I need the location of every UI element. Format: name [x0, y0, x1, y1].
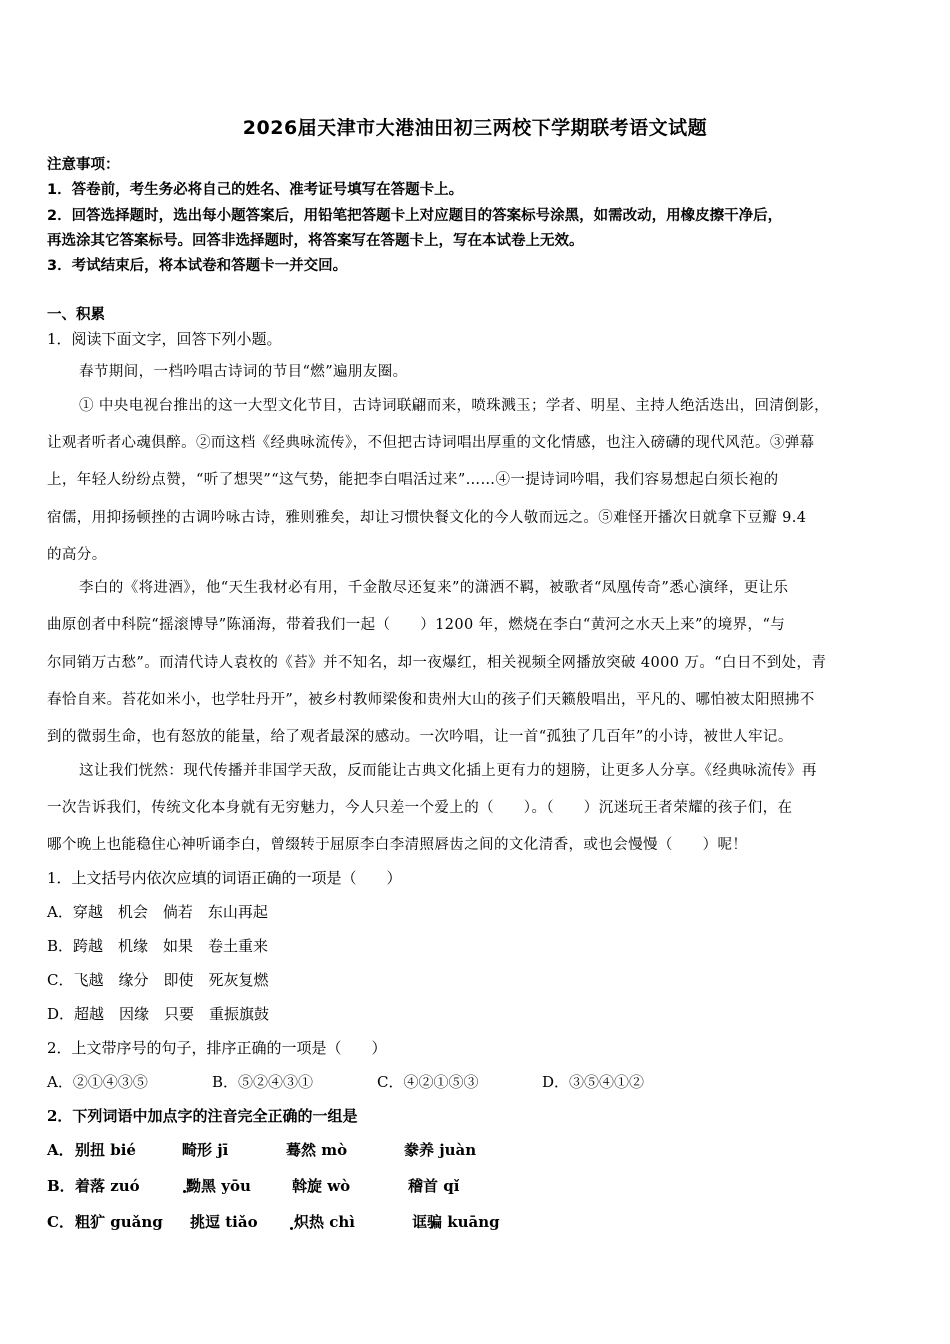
passage-line: 让观者听者心魂俱醉。②而这档《经典咏流传》，不但把古诗词唱出厚重的文化情感，也注入磅礴的现代风范。③弹幕 — [47, 435, 815, 451]
answer-option: D．超越 因缘 只要 重振旗鼓 — [47, 1005, 270, 1023]
passage-line: 这让我们恍然：现代传播并非国学天敌，反而能让古典文化插上更有力的翅膀，让更多人分享。《经典咏流传》再 — [79, 763, 817, 779]
passage-line: 哪个晚上也能稳住心神听诵李白，曾缀转于屈原李白李清照唇齿之间的文化清香，或也会慢慢（ ）呢！ — [47, 837, 748, 853]
pinyin-word: 蓦然 mò — [286, 1141, 348, 1159]
passage-line: 一次告诉我们，传统文化本身就有无穷魅力，今人只差一个爱上的（ ）。（ ）沉迷玩王者荣耀的孩子们，在 — [47, 800, 793, 816]
notice-item: 3．考试结束后，将本试卷和答题卡一并交回。 — [47, 258, 348, 274]
pinyin-word: 稽首 qǐ — [408, 1177, 460, 1195]
question-stem: 2．下列词语中加点字的注音完全正确的一组是 — [47, 1107, 358, 1125]
notice-heading: 注意事项： — [47, 157, 120, 173]
passage-line: 曲原创者中科院“摇滚博导”陈涌海，带着我们一起（ ）1200 年，燃烧在李白“黄河之水天上来”的境界，“与 — [47, 617, 786, 633]
passage-line: 尔同销万古愁”。而清代诗人袁枚的《苔》并不知名，却一夜爆红，相关视频全网播放突破 4000 万。“白日不到处，青 — [47, 655, 827, 671]
answer-option: B．跨越 机缘 如果 卷土重来 — [47, 937, 269, 955]
answer-option: C．④②①⑤③ — [377, 1073, 479, 1091]
pinyin-word: 豢养 juàn — [404, 1141, 477, 1159]
notice-item: 再选涂其它答案标号。回答非选择题时，将答案写在答题卡上，写在本试卷上无效。 — [47, 233, 584, 249]
notice-item: 1．答卷前，考生务必将自己的姓名、准考证号填写在答题卡上。 — [47, 182, 464, 198]
pinyin-word: 粗犷 guǎng — [75, 1213, 163, 1231]
passage-line: 春节期间，一档吟唱古诗词的节目“燃”遍朋友圈。 — [79, 364, 408, 380]
notice-item: 2．回答选择题时，选出每小题答案后，用铅笔把答题卡上对应题目的答案标号涂黑，如需改动，用橡皮擦干净后， — [47, 208, 783, 224]
section-heading: 一、积累 — [47, 307, 105, 323]
passage-line: 春恰自来。苔花如米小，也学牡丹开”，被乡村教师梁俊和贵州大山的孩子们天籁般唱出，平凡的、哪怕被太阳照拂不 — [47, 692, 815, 708]
passage-line: 的高分。 — [47, 547, 107, 563]
passage-line: 上，年轻人纷纷点赞，“听了想哭”“这气势，能把李白唱活过来”……④一提诗词吟唱，我们容易想起白须长袍的 — [47, 472, 779, 488]
page-title: 2026届天津市大港油田初三两校下学期联考语文试题 — [242, 117, 708, 139]
answer-option: A．穿越 机会 倘若 东山再起 — [47, 903, 268, 921]
option-label: C． — [47, 1213, 74, 1231]
option-label: A． — [47, 1141, 74, 1159]
pinyin-word: 斡旋 wò — [292, 1177, 351, 1195]
pinyin-word: 挑逗 tiǎo — [190, 1213, 258, 1231]
answer-option: D．③⑤④①② — [542, 1073, 645, 1091]
pinyin-word: 着落 zuó — [75, 1177, 140, 1195]
answer-option: A．②①④③⑤ — [47, 1073, 148, 1091]
passage-line: 到的微弱生命，也有怒放的能量，给了观者最深的感动。一次吟唱，让一首“孤独了几百年”的小诗，被世人牢记。 — [47, 729, 793, 745]
passage-line: ① 中央电视台推出的这一大型文化节目，古诗词联翩而来，喷珠溅玉；学者、明星、主持人绝活迭出，回清倒影， — [79, 398, 830, 414]
answer-option: B．⑤②④③① — [212, 1073, 314, 1091]
emphasis-dot — [290, 1227, 293, 1230]
pinyin-word: 黝黑 yōu — [186, 1177, 251, 1195]
emphasis-dot — [183, 1190, 186, 1193]
pinyin-word: 炽热 chì — [294, 1213, 355, 1231]
question-stem: 1．阅读下面文字，回答下列小题。 — [47, 330, 282, 348]
pinyin-word: 别扭 bié — [75, 1141, 136, 1159]
pinyin-word: 畸形 jī — [182, 1141, 229, 1159]
answer-option: C．飞越 缘分 即使 死灰复燃 — [47, 971, 269, 989]
pinyin-word: 诓骗 kuāng — [412, 1213, 500, 1231]
option-label: B． — [47, 1177, 75, 1195]
sub-question-stem: 1．上文括号内依次应填的词语正确的一项是（ ） — [47, 869, 402, 887]
sub-question-stem: 2．上文带序号的句子，排序正确的一项是（ ） — [47, 1039, 387, 1057]
passage-line: 宿儒，用抑扬顿挫的古调吟咏古诗，雅则雅矣，却让习惯快餐文化的今人敬而远之。⑤难怪开播次日就拿下豆瓣 9.4 — [47, 510, 807, 526]
passage-line: 李白的《将进酒》，他“天生我材必有用，千金散尽还复来”的潇洒不羁，被歌者“凤凰传奇”悉心演绎，更让乐 — [79, 580, 789, 596]
